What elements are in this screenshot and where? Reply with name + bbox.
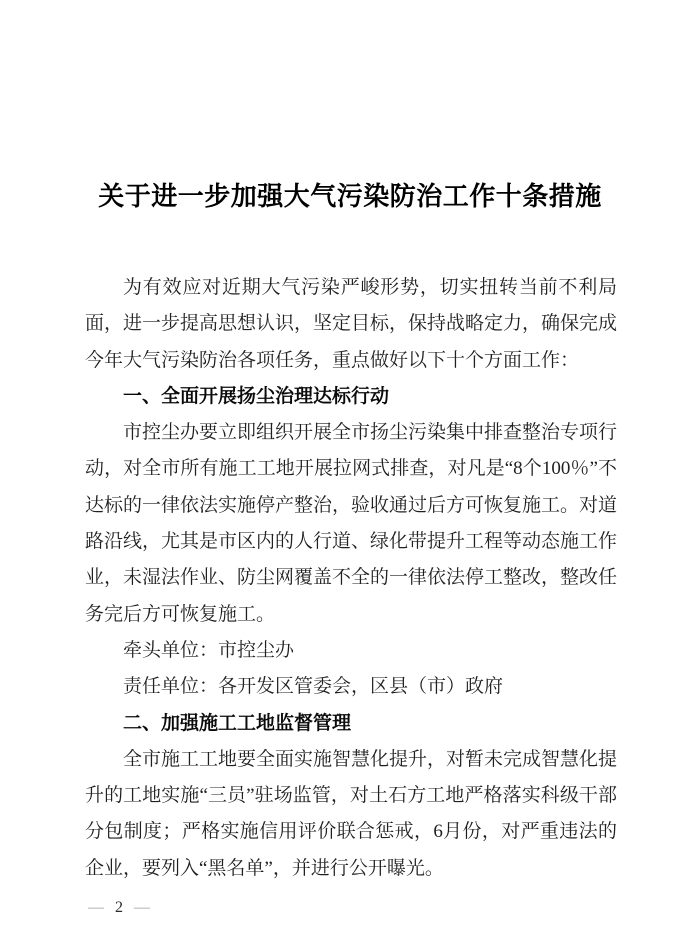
intro-paragraph: 为有效应对近期大气污染严峻形势，切实扭转当前不利局面，进一步提高思想认识，坚定目标，保持战略定力，确保完成今年大气污染防治各项任务，重点做好以下十个方面工作： [85, 277, 618, 371]
section2-body-paragraph: 全市施工工地要全面实施智慧化提升，对暂未完成智慧化提升的工地实施“三员”驻场监管，对土石方工地严格落实科级干部分包制度；严格实施信用评价联合惩戒，6月份，对严重违法的企业，要列入“黑名单”，并进行公开曝光。 [85, 748, 618, 879]
document-body [85, 270, 617, 887]
footer-right-dash: — [134, 899, 150, 916]
section1-body-paragraph: 市控尘办要立即组织开展全市扬尘污染集中排查整治专项行动，对全市所有施工工地开展拉网式排查，对凡是“8个100％”不达标的一律依法实施停产整治，验收通过后方可恢复施工。对道路沿线，尤其是市区内的人行道、绿化带提升工程等动态施工作业，未湿法作业、防尘网覆盖不全的一律依法停工整改，整改任务完后方可恢复施工。 [85, 422, 618, 625]
document-title: 关于进一步加强大气污染防治工作十条措施 [98, 182, 602, 211]
section1-lead-unit-line: 牵头单位：市控尘办 [123, 639, 295, 661]
page-number: 2 [115, 899, 123, 916]
section1-responsible-unit-line: 责任单位：各开发区管委会，区县（市）政府 [123, 676, 504, 698]
section1-heading: 一、全面开展扬尘治理达标行动 [123, 385, 390, 407]
section2-heading: 二、加强施工工地监督管理 [123, 712, 352, 734]
page-footer [88, 895, 150, 921]
footer-left-dash: — [88, 899, 104, 916]
